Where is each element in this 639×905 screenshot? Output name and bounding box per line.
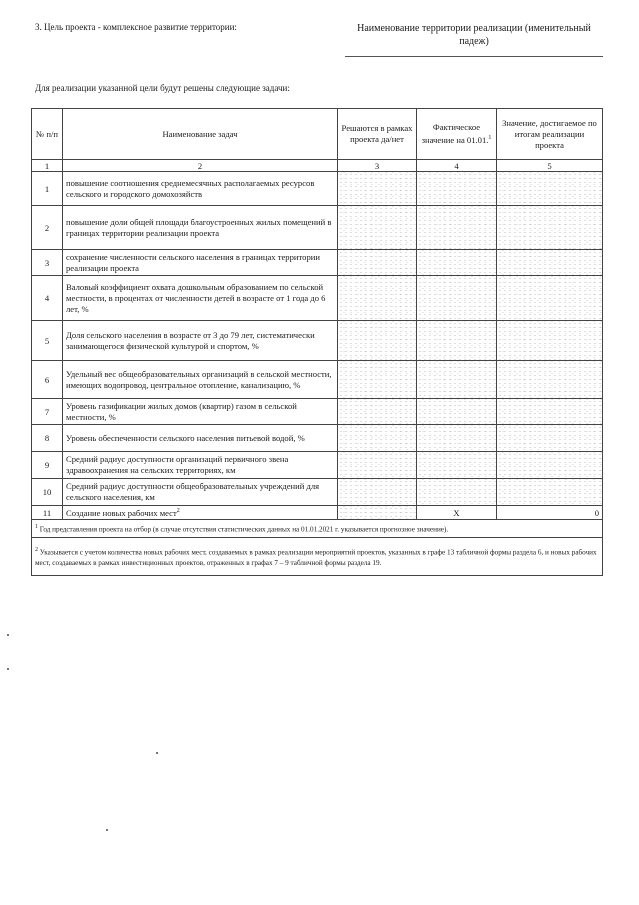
- col-number: 2: [63, 160, 338, 172]
- target-value-cell: 0: [497, 506, 603, 520]
- task-name: Уровень обеспеченности сельского населения питьевой водой, %: [63, 425, 338, 452]
- margin-speck: [7, 668, 9, 670]
- footnote-1-text: Год представления проекта на отбор (в случае отсутствия статистических данных на 01.01.2021 г. указывается прогнозное значение).: [39, 525, 449, 534]
- solved-cell: [338, 276, 417, 321]
- target-value-cell: [497, 399, 603, 425]
- task-name: Средний радиус доступности организаций первичного звена здравоохранения на сельских территориях, км: [63, 452, 338, 479]
- target-value-cell: [497, 361, 603, 399]
- task-name: повышение соотношения среднемесячных располагаемых ресурсов сельского и городского домохозяйств: [63, 172, 338, 206]
- footnote-row: [32, 538, 603, 576]
- task-name: Валовый коэффициент охвата дошкольным образованием по сельской местности, в процентах от численности детей в возрасте от 1 года до 6 лет, %: [63, 276, 338, 321]
- row-num: 9: [32, 452, 63, 479]
- solved-cell: [338, 506, 417, 520]
- row-num: 7: [32, 399, 63, 425]
- territory-name-line: [345, 56, 603, 57]
- col-header-solved: Решаются в рамках проекта да/нет: [338, 109, 417, 160]
- task-name: повышение доли общей площади благоустроенных жилых помещений в границах территории реализации проекта: [63, 206, 338, 250]
- target-value-cell: [497, 425, 603, 452]
- margin-speck: [106, 829, 108, 831]
- solved-cell: [338, 452, 417, 479]
- solved-cell: [338, 321, 417, 361]
- actual-value-cell: X: [417, 506, 497, 520]
- actual-value-cell: [417, 321, 497, 361]
- table-row: [32, 206, 603, 250]
- table-row: [32, 425, 603, 452]
- column-numbers-row: [32, 160, 603, 172]
- territory-name-caption: Наименование территории реализации (именительный падеж): [357, 23, 591, 47]
- actual-value-cell: [417, 172, 497, 206]
- target-value-cell: [497, 250, 603, 276]
- table-row: [32, 250, 603, 276]
- actual-value-cell: [417, 276, 497, 321]
- target-value-cell: [497, 276, 603, 321]
- task-name: Уровень газификации жилых домов (квартир) газом в сельской местности, %: [63, 399, 338, 425]
- solved-cell: [338, 172, 417, 206]
- col-number: 4: [417, 160, 497, 172]
- task-name: Доля сельского населения в возрасте от 3 до 79 лет, систематически занимающегося физической культурой и спортом, %: [63, 321, 338, 361]
- actual-value-cell: [417, 452, 497, 479]
- task-name: сохранение численности сельского населения в границах территории реализации проекта: [63, 250, 338, 276]
- row-num: 3: [32, 250, 63, 276]
- solved-cell: [338, 479, 417, 506]
- tasks-intro: Для реализации указанной цели будут решены следующие задачи:: [35, 83, 290, 93]
- table-row: [32, 321, 603, 361]
- col-number: 5: [497, 160, 603, 172]
- footnote-1: [32, 520, 603, 538]
- solved-cell: [338, 206, 417, 250]
- task-name: Удельный вес общеобразовательных организаций в сельской местности, имеющих водопровод, центральное отопление, канализацию, %: [63, 361, 338, 399]
- table-row: [32, 172, 603, 206]
- table-row: [32, 452, 603, 479]
- actual-value-cell: [417, 206, 497, 250]
- solved-cell: [338, 361, 417, 399]
- target-value-cell: [497, 321, 603, 361]
- task-name: Средний радиус доступности общеобразовательных учреждений для сельского населения, км: [63, 479, 338, 506]
- col-header-actual-sup: 1: [488, 135, 492, 142]
- footnote-2-text: Указывается с учетом количества новых рабочих мест, создаваемых в рамках реализации мероприятий проектов, указанных в графе 13 табличной формы раздела 6, и новых рабочих мест, создаваемых в рамках инвестиционных проектов, отраженных в графах 7 – 9 табличной формы раздела 19.: [35, 548, 597, 568]
- tasks-table: [31, 108, 603, 576]
- table-row: [32, 361, 603, 399]
- target-value-cell: [497, 172, 603, 206]
- col-header-target: Значение, достигаемое по итогам реализации проекта: [497, 109, 603, 160]
- row-num: 11: [32, 506, 63, 520]
- target-value-cell: [497, 206, 603, 250]
- task-name-sup: 2: [176, 508, 180, 515]
- row-num: 6: [32, 361, 63, 399]
- actual-value-cell: [417, 425, 497, 452]
- actual-value-cell: [417, 250, 497, 276]
- target-value-cell: [497, 479, 603, 506]
- task-name-cell: [63, 506, 338, 520]
- col-header-actual: [417, 109, 497, 160]
- project-goal-label: 3. Цель проекта - комплексное развитие территории:: [35, 22, 237, 32]
- row-num: 1: [32, 172, 63, 206]
- row-num: 2: [32, 206, 63, 250]
- col-number: 3: [338, 160, 417, 172]
- row-num: 4: [32, 276, 63, 321]
- table-row: [32, 399, 603, 425]
- col-header-num: № п/п: [32, 109, 63, 160]
- target-value-cell: [497, 452, 603, 479]
- actual-value-cell: [417, 479, 497, 506]
- table-row: [32, 479, 603, 506]
- col-header-actual-text: Фактическое значение на 01.01.: [421, 122, 489, 145]
- actual-value-cell: [417, 361, 497, 399]
- row-num: 8: [32, 425, 63, 452]
- table-header-row: [32, 109, 603, 160]
- table-row: [32, 276, 603, 321]
- actual-value-cell: [417, 399, 497, 425]
- footnote-1-mark: 1: [35, 524, 38, 530]
- solved-cell: [338, 399, 417, 425]
- margin-speck: [156, 752, 158, 754]
- solved-cell: [338, 250, 417, 276]
- row-num: 5: [32, 321, 63, 361]
- solved-cell: [338, 425, 417, 452]
- task-name: Создание новых рабочих мест: [66, 507, 177, 518]
- footnote-2-mark: 2: [35, 546, 38, 553]
- footnote-2: [32, 538, 603, 576]
- col-header-name: Наименование задач: [63, 109, 338, 160]
- col-number: 1: [32, 160, 63, 172]
- footnote-row: [32, 520, 603, 538]
- table-row: [32, 506, 603, 520]
- margin-speck: [7, 634, 9, 636]
- row-num: 10: [32, 479, 63, 506]
